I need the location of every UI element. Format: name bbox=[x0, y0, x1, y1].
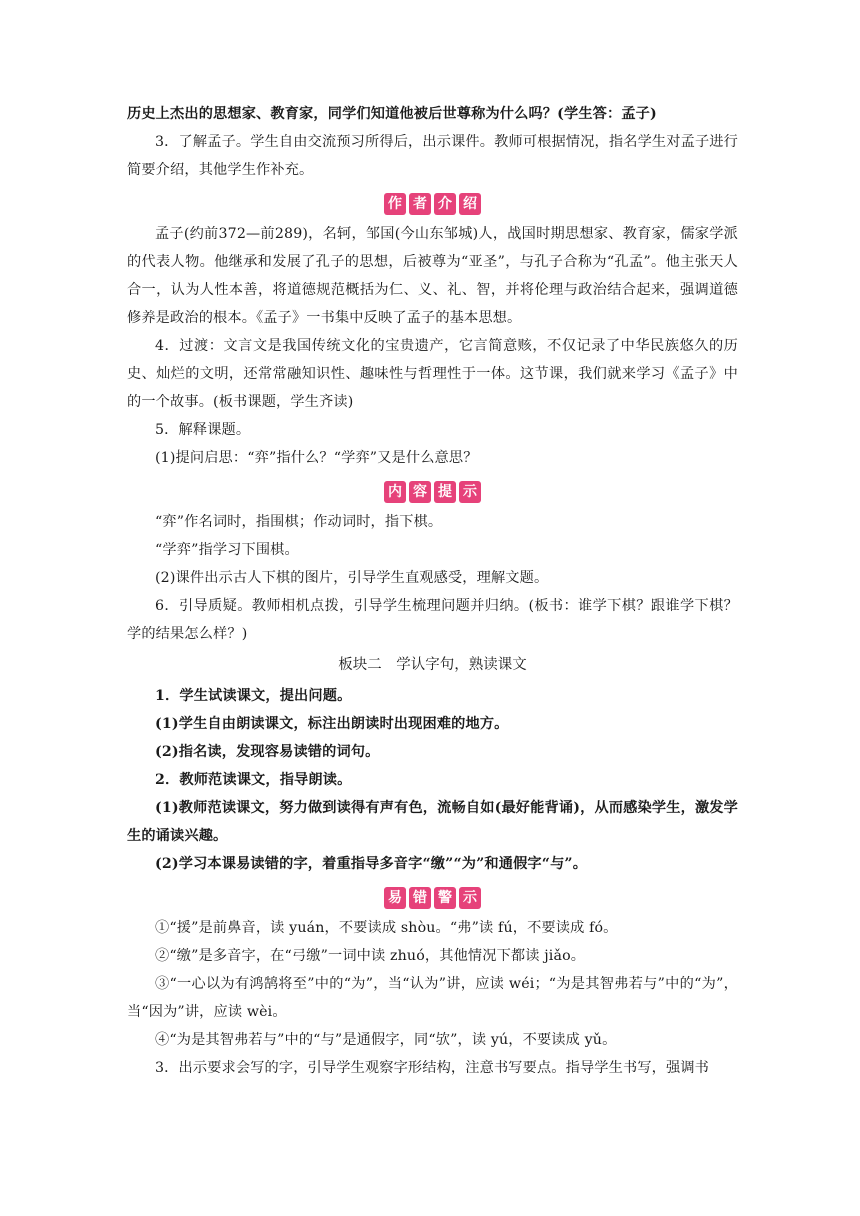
paragraph: 4．过渡：文言文是我国传统文化的宝贵遗产，它言简意赅，不仅记录了中华民族悠久的历史、灿烂的文明，还常常融知识性、趣味性与哲理性于一体。这节课，我们就来学习《孟子》中的一个故事。(板书课题，学生齐读) bbox=[127, 338, 738, 410]
badge-char: 者 bbox=[409, 193, 431, 215]
badge-error-warning bbox=[384, 887, 481, 909]
paragraph: 孟子(约前372—前289)，名轲，邹国(今山东邹城)人，战国时期思想家、教育家，儒家学派的代表人物。他继承和发展了孔子的思想，后被尊为“亚圣”，与孔子合称为“孔孟”。他主张天人合一，认为人性本善，将道德规范概括为仁、义、礼、智，并将伦理与政治结合起来，强调道德修养是政治的根本。《孟子》一书集中反映了孟子的基本思想。 bbox=[127, 226, 738, 326]
content-tip-banner bbox=[127, 474, 738, 508]
section-title: 板块二 学认字句，熟读课文 bbox=[338, 657, 527, 673]
badge-char: 易 bbox=[384, 887, 406, 909]
paragraph: “学弈”指学习下围棋。 bbox=[155, 542, 299, 558]
badge-char: 警 bbox=[434, 887, 456, 909]
paragraph: 6．引导质疑。教师相机点拨，引导学生梳理问题并归纳。(板书：谁学下棋？跟谁学下棋？学的结果怎么样？) bbox=[127, 598, 738, 642]
paragraph: (1)教师范读课文，努力做到读得有声有色，流畅自如(最好能背诵)，从而感染学生，激发学生的诵读兴趣。 bbox=[127, 800, 738, 844]
paragraph: (1)学生自由朗读课文，标注出朗读时出现困难的地方。 bbox=[155, 716, 509, 732]
paragraph: ③“一心以为有鸿鹄将至”中的“为”，当“认为”讲，应读 wéi；“为是其智弗若与”中的“为”，当“因为”讲，应读 wèi。 bbox=[127, 976, 738, 1020]
badge-char: 介 bbox=[434, 193, 456, 215]
badge-char: 容 bbox=[409, 481, 431, 503]
error-warning-banner bbox=[127, 880, 738, 914]
paragraph: (2)学习本课易读错的字，着重指导多音字“缴”“为”和通假字“与”。 bbox=[155, 856, 588, 872]
paragraph: ②“缴”是多音字，在“弓缴”一词中读 zhuó，其他情况下都读 jiǎo。 bbox=[155, 948, 586, 964]
paragraph: ④“为是其智弗若与”中的“与”是通假字，同“欤”，读 yú，不要读成 yǔ。 bbox=[155, 1032, 617, 1048]
badge-content-tip bbox=[384, 481, 481, 503]
paragraph: (1)提问启思：“弈”指什么？“学弈”又是什么意思？ bbox=[155, 450, 478, 466]
paragraph: 5．解释课题。 bbox=[155, 422, 251, 438]
badge-char: 提 bbox=[434, 481, 456, 503]
paragraph: “弈”作名词时，指围棋；作动词时，指下棋。 bbox=[155, 514, 443, 530]
badge-char: 示 bbox=[459, 887, 481, 909]
badge-author-intro bbox=[384, 193, 481, 215]
paragraph: 历史上杰出的思想家、教育家，同学们知道他被后世尊称为什么吗？(学生答：孟子) bbox=[127, 106, 657, 122]
paragraph: (2)指名读，发现容易读错的词句。 bbox=[155, 744, 380, 760]
paragraph: 3．出示要求会写的字，引导学生观察字形结构，注意书写要点。指导学生书写，强调书 bbox=[155, 1060, 710, 1076]
paragraph: 2．教师范读课文，指导朗读。 bbox=[155, 772, 352, 788]
paragraph: ①“援”是前鼻音，读 yuán，不要读成 shòu。“弗”读 fú，不要读成 fó。 bbox=[155, 920, 618, 936]
badge-char: 内 bbox=[384, 481, 406, 503]
badge-char: 作 bbox=[384, 193, 406, 215]
paragraph: 3．了解孟子。学生自由交流预习所得后，出示课件。教师可根据情况，指名学生对孟子进行简要介绍，其他学生作补充。 bbox=[127, 134, 738, 178]
document-body bbox=[127, 100, 738, 1082]
paragraph: 1．学生试读课文，提出问题。 bbox=[155, 688, 352, 704]
badge-char: 绍 bbox=[459, 193, 481, 215]
badge-char: 示 bbox=[459, 481, 481, 503]
badge-char: 错 bbox=[409, 887, 431, 909]
paragraph: (2)课件出示古人下棋的图片，引导学生直观感受，理解文题。 bbox=[155, 570, 549, 586]
author-intro-banner bbox=[127, 186, 738, 220]
